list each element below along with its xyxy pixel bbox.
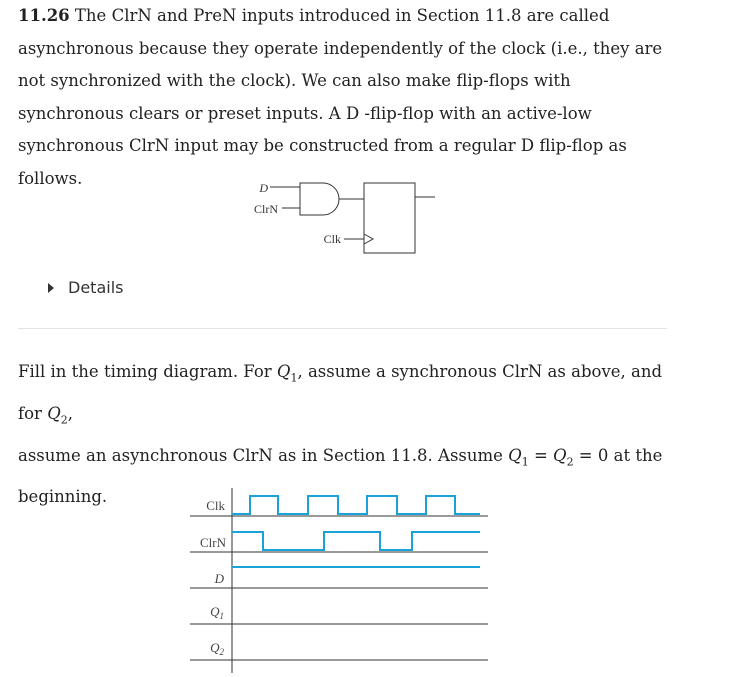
d-flip-flop — [364, 183, 415, 253]
timing-label-q2: $Q_2$ — [210, 640, 224, 657]
flip-flop-circuit-diagram — [240, 175, 440, 260]
timing-diagram — [190, 488, 500, 677]
timing-label-d: D — [214, 571, 224, 586]
waveform-clk — [232, 496, 480, 514]
problem-statement — [18, 0, 678, 195]
details-label: Details — [68, 278, 124, 297]
expand-triangle-icon — [48, 283, 54, 293]
question-text: Fill in the timing diagram. For $Q_1$, assume a synchronous ClrN as above, and for $Q_2$, assume an asynchronous ClrN as in Section 11.8. Assume $Q_1 = Q_2 = 0$ at the beginning. — [18, 362, 663, 507]
timing-label-clrn: ClrN — [200, 535, 226, 550]
circuit-input-clk: Clk — [323, 232, 341, 246]
problem-number: 11.26 — [18, 6, 70, 25]
details-toggle[interactable] — [48, 278, 123, 297]
and-gate — [300, 183, 339, 215]
waveform-clrn — [232, 532, 480, 550]
circuit-input-d: D — [259, 181, 268, 195]
circuit-input-clrn: ClrN — [254, 202, 278, 216]
timing-label-q1: $Q_1$ — [210, 604, 224, 621]
divider — [18, 328, 667, 329]
problem-text: The ClrN and PreN inputs introduced in Section 11.8 are called asynchronous because they operate independently of the clock (i.e., they are not synchronized with the clock). We can also make flip-flops with synchronous clears or preset inputs. A D -flip-flop with an active-low synchronous ClrN input may be constructed from a regular D flip-flop as follows. — [18, 6, 663, 188]
timing-label-clk: Clk — [206, 498, 225, 513]
